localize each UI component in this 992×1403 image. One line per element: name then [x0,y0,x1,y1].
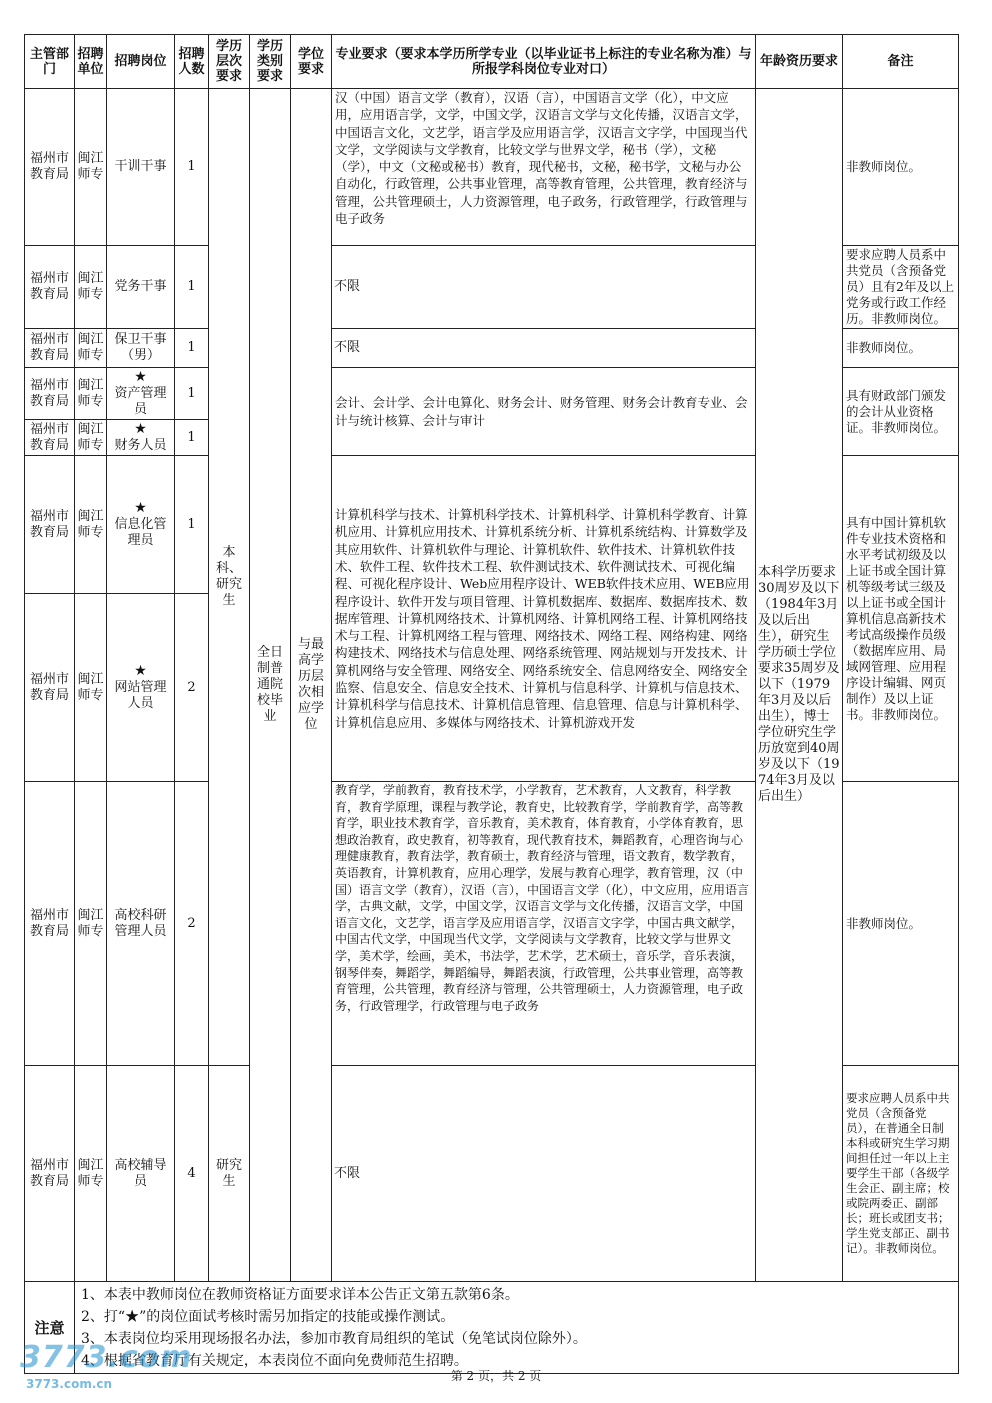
unit-cell: 闽江师专 [75,329,107,368]
post-cell: 保卫干事（男） [107,329,175,368]
remark-cell: 要求应聘人员系中共党员（含预备党员），在普通全日制本科或研究生学习期间担任过一年以上主要学生干部（各级学生会正、副主席；校或院两委正、副部长；班长或团支书；学生党支部正、副书记）。非教师岗位。 [843,1066,959,1282]
post-cell [107,456,175,594]
edu-level-cell: 本科、研究生 [209,89,250,1066]
recruitment-table [24,34,959,1374]
dept-cell: 福州市教育局 [25,594,75,782]
post-cell [107,368,175,420]
dept-cell: 福州市教育局 [25,329,75,368]
star-icon: ★ [134,421,147,437]
major-cell: 计算机科学与技术、计算机科学技术、计算机科学、计算机科学教育、计算机应用、计算机应用技术、计算机系统分析、计算机系统结构、计算数学及其应用软件、计算机软件与理论、计算机软件、软件技术、计算机软件技术、软件工程、软件技术工程、软件测试技术、软件测试技术、可视化编程、可视化程序设计、Web应用程序设计、WEB软件技术应用、WEB应用程序设计、软件开发与项目管理、计算机数据库、数据库、数据库技术、数据库管理、计算机网络技术、计算机网络、计算机网络工程、计算机网络技术与工程、计算机网络工程与管理、网络技术、网络工程、网络构建、网络构建技术、网络技术与信息处理、网络系统管理、网站规划与开发技术、计算机网络与安全管理、网络安全、网络系统安全、信息网络安全、网络安全监察、信息安全、信息安全技术、计算机与信息科学、计算机与信息技术、计算机科学与信息技术、计算机信息管理、信息管理、信息与计算机科学、计算机信息应用、多媒体与网络技术、计算机游戏开发 [332,456,756,782]
remark-cell: 具有财政部门颁发的会计从业资格证。非教师岗位。 [843,368,959,456]
dept-cell: 福州市教育局 [25,89,75,246]
watermark-url: 3773.com.cn [26,1377,113,1391]
header-major: 专业要求（要求本学历所学专业（以毕业证书上标注的专业名称为准）与所报学科岗位专业对口） [332,35,756,89]
major-cell: 不限 [332,1066,756,1282]
remark-cell: 具有中国计算机软件专业技术资格和水平考试初级及以上证书或全国计算机等级考试三级及以上证书或全国计算机信息高新技术考试高级操作员级（数据库应用、局域网管理、应用程序设计编辑、网页制作）及以上证书。非教师岗位。 [843,456,959,782]
header-edu-level: 学历层次要求 [209,35,250,89]
post-cell: 党务干事 [107,246,175,329]
note-item: 2、打“★”的岗位面试考核时需另加指定的技能或操作测试。 [81,1308,455,1325]
post-cell: 高校科研管理人员 [107,782,175,1066]
unit-cell: 闽江师专 [75,1066,107,1282]
unit-cell: 闽江师专 [75,456,107,594]
note-item: 4、根据省教育厅有关规定，本表岗位不面向免费师范生招聘。 [81,1352,468,1369]
count-cell: 2 [175,782,209,1066]
header-post: 招聘岗位 [107,35,175,89]
dept-cell: 福州市教育局 [25,420,75,456]
watermark-brand: 3773.com [20,1340,193,1375]
star-icon: ★ [134,500,147,516]
header-remark: 备注 [843,35,959,89]
count-cell: 1 [175,246,209,329]
remark-cell: 非教师岗位。 [843,89,959,246]
degree-cell: 与最高学历层次相应学位 [291,89,332,1282]
unit-cell: 闽江师专 [75,368,107,420]
edu-level-cell: 研究生 [209,1066,250,1282]
post-cell [107,594,175,782]
edu-type-cell: 全日制普通院校毕业 [250,89,291,1282]
count-cell: 4 [175,1066,209,1282]
page-footer: 第 2 页，共 2 页 [450,1369,542,1383]
post-label: 网站管理人员 [114,680,167,711]
dept-cell: 福州市教育局 [25,782,75,1066]
note-item: 3、本表岗位均采用现场报名办法，参加市教育局组织的笔试（免笔试岗位除外）。 [81,1330,587,1347]
major-cell: 不限 [332,246,756,329]
star-icon: ★ [134,663,147,679]
major-cell: 教育学，学前教育，教育技术学，小学教育，艺术教育，人文教育，科学教育，教育学原理，课程与教学论，教育史，比较教育学，学前教育学，高等教育学，职业技术教育学，音乐教育，美术教育，体育教育，小学体育教育，思想政治教育，政史教育，初等教育，现代教育技术，舞蹈教育，心理咨询与心理健康教育，教育法学，教育硕士，教育经济与管理，语文教育，数学教育，英语教育，计算机教育，应用心理学，发展与教育心理学，教育管理，汉（中国）语言文学（教育），汉语（言），中国语言文学（化），中文应用，应用语言学，古典文献，文学，中国文学，汉语言文学与文化传播，汉语言文学，中国语言文化，文艺学，语言学及应用语言学，汉语言文字学，中国古典文献学，中国古代文学，中国现当代文学，文学阅读与文学教育，比较文学与世界文学，美术学，绘画，美术，书法学，艺术学，艺术硕士，音乐学，音乐表演，钢琴伴奏，舞蹈学，舞蹈编导，舞蹈表演，行政管理，公共事业管理，高等教育管理，公共管理，教育经济与管理，公共管理硕士，人力资源管理，电子政务，行政管理学，行政管理与电子政务 [332,782,756,1066]
major-cell: 汉（中国）语言文学（教育），汉语（言），中国语言文学（化），中文应用，应用语言学，文学，中国文学，汉语言文学与文化传播，汉语言文学，中国语言文化，文艺学，语言学及应用语言学，汉语言文字学，中国现当代文学，文学阅读与文学教育，比较文学与世界文学，秘书（学），文秘（学），中文（文秘或秘书）教育，现代秘书，文秘，秘书学，文秘与办公自动化，行政管理，公共事业管理，高等教育管理，公共管理，教育经济与管理，公共管理硕士，人力资源管理，电子政务，行政管理学，行政管理与电子政务 [332,89,756,246]
count-cell: 1 [175,368,209,420]
remark-cell: 要求应聘人员系中共党员（含预备党员）且有2年及以上党务或行政工作经历。非教师岗位。 [843,246,959,329]
watermark-logo [14,1340,193,1400]
dept-cell: 福州市教育局 [25,456,75,594]
dept-cell: 福州市教育局 [25,246,75,329]
remark-cell: 非教师岗位。 [843,329,959,368]
header-dept: 主管部门 [25,35,75,89]
unit-cell: 闽江师专 [75,594,107,782]
unit-cell: 闽江师专 [75,89,107,246]
table-row [25,89,959,246]
header-row [25,35,959,89]
header-age: 年龄资历要求 [756,35,843,89]
age-cell: 本科学历要求30周岁及以下（1984年3月及以后出生），研究生学历硕士学位要求35周岁及以下（1979年3月及以后出生），博士学位研究生学历放宽到40周岁及以下（1974年3月及以后出生） [756,89,843,1282]
post-label: 信息化管理员 [114,517,167,548]
post-label: 资产管理员 [114,386,167,417]
major-cell: 会计、会计学、会计电算化、财务会计、财务管理、财务会计教育专业、会计与统计核算、会计与审计 [332,368,756,456]
unit-cell: 闽江师专 [75,420,107,456]
notes-label: 注意 [25,1282,75,1374]
count-cell: 2 [175,594,209,782]
post-cell [107,420,175,456]
star-icon: ★ [134,369,147,385]
count-cell: 1 [175,89,209,246]
dept-cell: 福州市教育局 [25,1066,75,1282]
major-cell: 不限 [332,329,756,368]
dept-cell: 福州市教育局 [25,368,75,420]
header-count: 招聘人数 [175,35,209,89]
count-cell: 1 [175,420,209,456]
count-cell: 1 [175,329,209,368]
post-cell: 干训干事 [107,89,175,246]
count-cell: 1 [175,456,209,594]
post-label: 财务人员 [114,438,167,453]
notes-content [75,1282,959,1374]
header-degree: 学位要求 [291,35,332,89]
unit-cell: 闽江师专 [75,782,107,1066]
note-item: 1、本表中教师岗位在教师资格证方面要求详本公告正文第五款第6条。 [81,1286,519,1303]
remark-cell: 非教师岗位。 [843,782,959,1066]
post-cell: 高校辅导员 [107,1066,175,1282]
unit-cell: 闽江师专 [75,246,107,329]
header-edu-type: 学历类别要求 [250,35,291,89]
header-unit: 招聘单位 [75,35,107,89]
